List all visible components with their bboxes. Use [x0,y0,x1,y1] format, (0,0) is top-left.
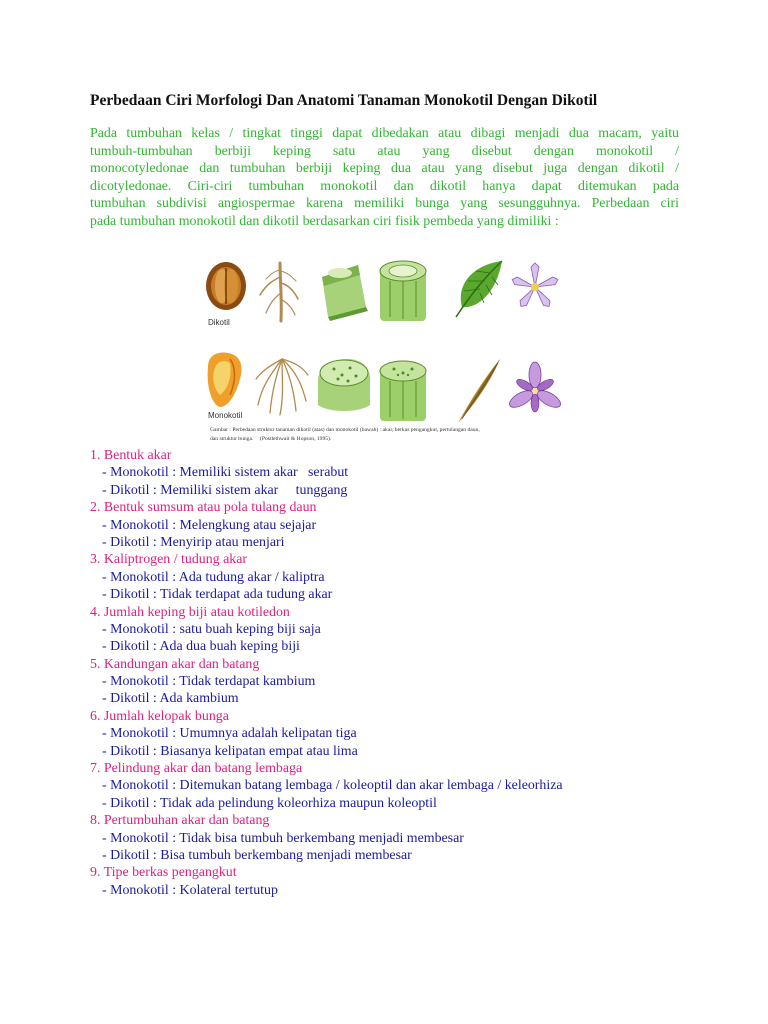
intro-line: tumbuhan subdivisi angiospermae karena memiliki bunga yang sesungguhnya. Perbedaan ciri [90,196,679,212]
list-item-monokotil: - Monokotil : Memiliki sistem akar serabut [102,465,349,481]
intro-line: dicotyledonae. Ciri-ciri tumbuhan monokotil dan dikotil hanya dapat ditemukan pada [90,178,679,194]
list-item-monokotil: - Monokotil : Ditemukan batang lembaga / koleoptil dan akar lembaga / keleorhiza [102,778,563,794]
list-item-dikotil: - Dikotil : Biasanya kelipatan empat atau lima [102,743,358,759]
monocot-seed-illustration [208,353,242,407]
page-title: Perbedaan Ciri Morfologi Dan Anatomi Tanaman Monokotil Dengan Dikotil [90,92,598,109]
monocot-parallel-leaf-illustration [458,359,500,423]
list-item-dikotil: - Dikotil : Ada dua buah keping biji [102,639,300,655]
list-item-monokotil: - Monokotil : Tidak terdapat kambium [102,674,316,690]
list-item-monokotil: - Monokotil : Kolateral tertutup [102,882,278,898]
intro-line: pada tumbuhan monokotil dan dikotil berdasarkan ciri fisik pembeda yang dimiliki : [90,213,559,229]
dicot-vascular-illustration [380,261,426,321]
list-item-dikotil: - Dikotil : Ada kambium [102,691,239,707]
list-item-monokotil: - Monokotil : Melengkung atau sejajar [102,517,317,533]
list-item-heading: 8. Pertumbuhan akar dan batang [90,813,270,829]
monocot-flower-illustration [507,362,563,412]
monocot-vascular-illustration [380,361,426,421]
list-item-dikotil: - Dikotil : Menyirip atau menjari [102,534,285,550]
list-item-heading: 7. Pelindung akar dan batang lembaga [90,761,303,777]
list-item-monokotil: - Monokotil : Tidak bisa tumbuh berkembang menjadi membesar [102,830,464,846]
list-item-dikotil: - Dikotil : Bisa tumbuh berkembang menjadi membesar [102,847,412,863]
list-item-heading: 1. Bentuk akar [90,448,172,463]
dicot-flower-illustration [511,263,559,309]
monocot-fibrous-root-illustration [256,359,308,415]
dicot-seed-illustration [206,262,246,310]
list-item-dikotil: - Dikotil : Tidak ada pelindung koleorhiza maupun koleoptil [102,795,437,811]
dicot-label: Dikotil [208,318,230,327]
monocot-stem-section-illustration [318,359,370,411]
intro-line: tumbuh-tumbuhan berbiji keping satu atau yang disebut dengan monokotil / [90,143,679,159]
figure-source: (Postlethwait & Hopson, 1995). [260,436,332,442]
comparison-list [90,447,690,899]
list-item-dikotil: - Dikotil : Memiliki sistem akar tunggang [102,482,348,498]
list-item-heading: 3. Kaliptrogen / tudung akar [90,552,248,568]
list-item-heading: 5. Kandungan akar dan batang [90,656,260,672]
list-item-monokotil: - Monokotil : Umumnya adalah kelipatan tiga [102,726,357,742]
dicot-stem-section-illustration [322,265,368,321]
comparison-figure [200,255,570,450]
intro-paragraph [90,125,679,231]
list-item-monokotil: - Monokotil : Ada tudung akar / kaliptra [102,569,325,585]
list-item-dikotil: - Dikotil : Tidak terdapat ada tudung akar [102,587,333,603]
intro-line: Pada tumbuhan kelas / tingkat tinggi dapat dibedakan atau dibagi menjadi dua macam, yaitu [90,126,679,141]
list-item-heading: 2. Bentuk sumsum atau pola tulang daun [90,500,317,516]
monocot-label: Monokotil [208,411,243,420]
list-item-heading: 9. Tipe berkas pengangkut [90,865,237,881]
intro-line: monocotyledonae dan tumbuhan berbiji keping dua atau yang disebut juga dengan dikotil / [90,161,679,177]
list-item-heading: 6. Jumlah kelopak bunga [90,708,229,724]
figure-caption: Gambar : Perbedaan struktur tanaman dikotil (atas) dan monokotil (bawah) : akar, berkas pengangkut, pertulangan daun, [210,427,480,433]
list-item-heading: 4. Jumlah keping biji atau kotiledon [90,604,290,620]
dicot-netted-leaf-illustration [456,261,502,317]
figure-caption-line2: dan struktur bunga. [210,436,254,442]
list-item-monokotil: - Monokotil : satu buah keping biji saja [102,621,321,637]
dicot-taproot-illustration [260,263,298,321]
